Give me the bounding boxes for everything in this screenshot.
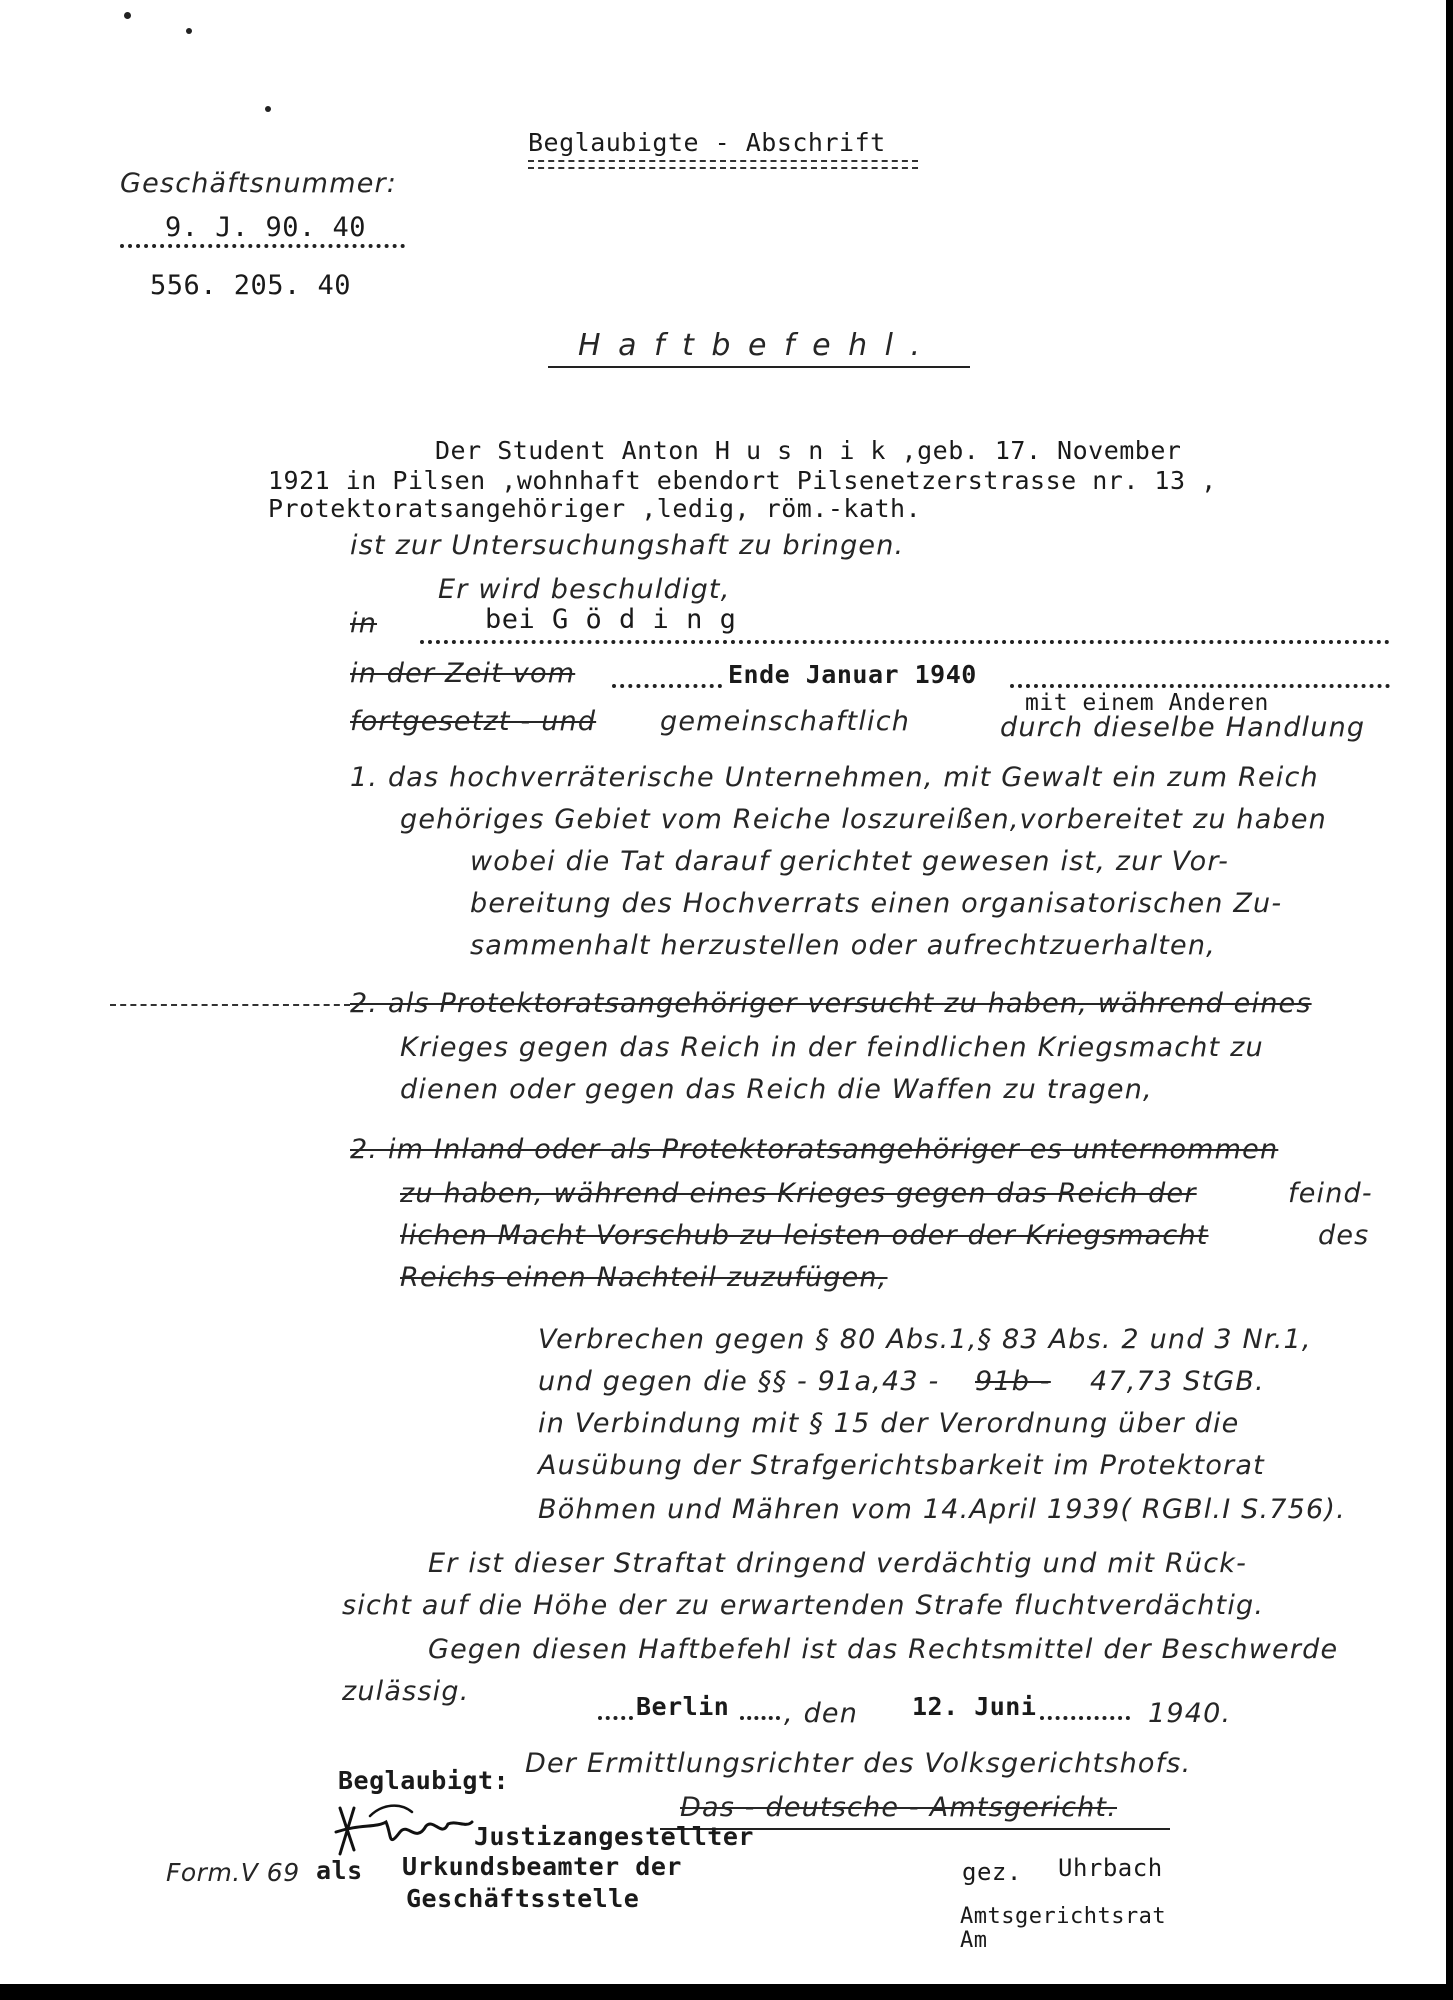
charge-2-line-3: dienen oder gegen das Reich die Waffen zu tragen, <box>400 1074 1153 1105</box>
manner-insert: mit einem Anderen <box>1025 690 1269 716</box>
form-label: Form.V 69 <box>166 1858 300 1887</box>
copy-title: Beglaubigte - Abschrift <box>528 128 886 157</box>
accused-line-1: Der Student Anton H u s n i k ,geb. 17. November <box>435 436 1182 465</box>
date-value: 12. Juni <box>912 1692 1037 1721</box>
manner-text: gemeinschaftlich <box>660 706 911 737</box>
judge-title: Der Ermittlungsrichter des Volksgerichtshofs. <box>525 1748 1192 1779</box>
manner-struck: fortgesetzt - und <box>350 706 597 737</box>
charge-3-line-4: Reichs einen Nachteil zuzufügen, <box>400 1262 888 1293</box>
charge-3-line-2-end: feind- <box>1288 1178 1373 1209</box>
case-number-dots <box>120 244 405 248</box>
appeal-line-2: zulässig. <box>342 1676 470 1707</box>
charge-1-line-2: gehöriges Gebiet vom Reiche loszureißen,vorbereitet zu haben <box>400 804 1327 835</box>
suspicion-line-2: sicht auf die Höhe der zu erwartenden Strafe fluchtverdächtig. <box>342 1590 1265 1621</box>
charge-1-line-4: bereitung des Hochverrats einen organisatorischen Zu- <box>470 888 1283 919</box>
certification-label: Beglaubigt: <box>338 1766 510 1795</box>
charge-1-line-3: wobei die Tat darauf gerichtet gewesen ist, zur Vor- <box>470 846 1230 877</box>
statutes-line-2c: 47,73 StGB. <box>1090 1366 1265 1397</box>
signature-rank-2: Am <box>960 1928 988 1953</box>
charge-2-line-1: 2. als Protektoratsangehöriger versucht zu haben, während eines <box>350 988 1312 1019</box>
date-dots-3 <box>1040 1716 1130 1720</box>
charge-1-line-1: 1. das hochverräterische Unternehmen, mit Gewalt ein zum Reich <box>350 762 1319 793</box>
charge-3-line-3: lichen Macht Vorschub zu leisten oder der Kriegsmacht <box>400 1220 1209 1251</box>
accused-intro: Er wird beschuldigt, <box>438 574 731 605</box>
charge-3-line-2: zu haben, während eines Krieges gegen das Reich der <box>400 1178 1197 1209</box>
time-value: Ende Januar 1940 <box>728 660 977 689</box>
certification-als: als <box>316 1856 363 1885</box>
time-struck: in der Zeit vom <box>350 658 576 689</box>
case-number-2: 556. 205. 40 <box>150 270 352 301</box>
accused-line-2: 1921 in Pilsen ,wohnhaft ebendort Pilsenetzerstrasse nr. 13 , <box>268 466 1217 495</box>
statutes-line-2a: und gegen die §§ - 91a,43 - <box>538 1366 940 1397</box>
certification-office-2: Geschäftsstelle <box>406 1884 640 1913</box>
statutes-line-1: Verbrechen gegen § 80 Abs.1,§ 83 Abs. 2 und 3 Nr.1, <box>538 1324 1312 1355</box>
document-title: H a f t b e f e h l . <box>578 328 925 363</box>
ink-speck <box>124 12 131 19</box>
charge-3-line-3-end: des <box>1318 1220 1370 1251</box>
accused-line-3: Protektoratsangehöriger ,ledig, röm.-kath. <box>268 494 922 523</box>
title-double-underline-2 <box>528 167 918 169</box>
scan-edge-bottom <box>0 1984 1453 2000</box>
date-den: , den <box>784 1698 859 1729</box>
time-dots-2 <box>1010 684 1390 688</box>
place-value: bei G ö d i n g <box>485 604 737 635</box>
charge-1-line-5: sammenhalt herzustellen oder aufrechtzuerhalten, <box>470 930 1216 961</box>
time-dots-1 <box>612 684 722 688</box>
place-struck: in <box>350 608 378 639</box>
judge-court-struck: Das - deutsche - Amtsgericht. <box>680 1792 1118 1823</box>
certification-role: Justizangestellter <box>474 1822 754 1851</box>
date-city: Berlin <box>636 1692 730 1721</box>
margin-dash-line <box>110 1004 350 1006</box>
statutes-line-5: Böhmen und Mähren vom 14.April 1939( RGBl.I S.756). <box>538 1494 1346 1525</box>
statutes-line-3: in Verbindung mit § 15 der Verordnung über die <box>538 1408 1240 1439</box>
ink-speck <box>186 28 192 34</box>
appeal-line-1: Gegen diesen Haftbefehl ist das Rechtsmittel der Beschwerde <box>428 1634 1339 1665</box>
case-number-label: Geschäftsnummer: <box>120 168 398 199</box>
charge-3-line-1: 2. im Inland oder als Protektoratsangehöriger es unternommen <box>350 1134 1279 1165</box>
case-number-1: 9. J. 90. 40 <box>165 212 367 243</box>
certification-office-1: Urkundsbeamter der <box>402 1852 682 1881</box>
statutes-line-2b: 91b - <box>975 1366 1051 1397</box>
manner-rest: durch dieselbe Handlung <box>1000 712 1366 743</box>
charge-2-line-2: Krieges gegen das Reich in der feindlichen Kriegsmacht zu <box>400 1032 1264 1063</box>
date-year: 1940. <box>1148 1698 1232 1729</box>
signature-gez: gez. <box>962 1858 1022 1886</box>
scan-edge-right <box>1446 0 1453 2000</box>
statutes-line-4: Ausübung der Strafgerichtsbarkeit im Protektorat <box>538 1450 1265 1481</box>
suspicion-line-1: Er ist dieser Straftat dringend verdächtig und mit Rück- <box>428 1548 1248 1579</box>
signature-rank: Amtsgerichtsrat <box>960 1904 1167 1929</box>
custody-line: ist zur Untersuchungshaft zu bringen. <box>350 530 905 561</box>
ink-speck <box>265 106 271 112</box>
document-title-underline <box>548 366 970 368</box>
title-double-underline-1 <box>528 160 918 162</box>
signature-name: Uhrbach <box>1058 1854 1163 1882</box>
date-dots-2 <box>740 1716 780 1720</box>
place-dots <box>420 640 1390 644</box>
date-dots-1 <box>598 1716 633 1720</box>
